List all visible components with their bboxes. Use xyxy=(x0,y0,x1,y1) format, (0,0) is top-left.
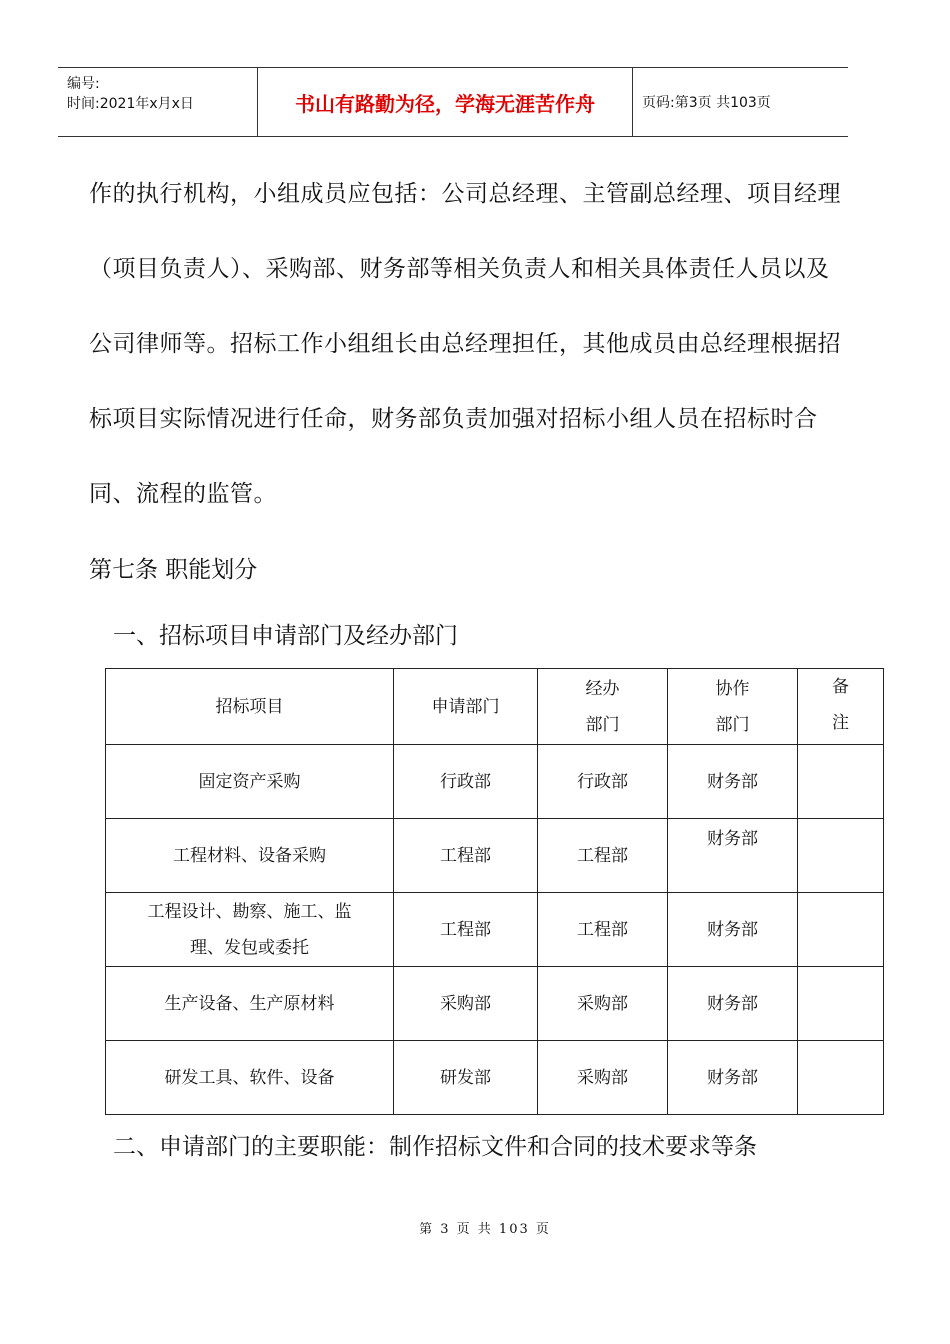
cell-remark xyxy=(798,819,884,893)
cell-project: 工程设计、勘察、施工、监 理、发包或委托 xyxy=(106,893,394,967)
table-row xyxy=(106,967,884,1041)
page-header xyxy=(58,67,848,137)
table-row xyxy=(106,1041,884,1115)
header-project: 招标项目 xyxy=(106,669,394,745)
number-label: 编号: xyxy=(67,76,100,92)
cell-handle: 采购部 xyxy=(538,967,668,1041)
cell-apply: 研发部 xyxy=(394,1041,538,1115)
header-page-label: 页码:第3页 共103页 xyxy=(642,95,771,111)
header-apply-dept: 申请部门 xyxy=(394,669,538,745)
cell-handle: 工程部 xyxy=(538,819,668,893)
body-paragraph: 作的执行机构，小组成员应包括：公司总经理、主管副总经理、项目经理（项目负责人）、采购部、财务部等相关负责人和相关具体责任人员以及公司律师等。招标工作小组组长由总经理担任，其他成员由总经理根据招标项目实际情况进行任命，财务部负责加强对招标小组人员在招标时合同、流程的监管。 xyxy=(89,181,841,507)
section-one-heading: 一、招标项目申请部门及经办部门 xyxy=(113,623,458,649)
cell-apply: 行政部 xyxy=(394,745,538,819)
cell-apply: 采购部 xyxy=(394,967,538,1041)
cell-project: 工程材料、设备采购 xyxy=(106,819,394,893)
cell-handle: 工程部 xyxy=(538,893,668,967)
header-handle-dept: 经办 部门 xyxy=(538,669,668,745)
cell-remark xyxy=(798,745,884,819)
page-footer: 第 3 页 共 103 页 xyxy=(419,1222,551,1237)
cell-assist: 财务部 xyxy=(668,745,798,819)
header-left-cell xyxy=(58,68,258,136)
header-assist-dept: 协作 部门 xyxy=(668,669,798,745)
cell-project: 固定资产采购 xyxy=(106,745,394,819)
cell-assist: 财务部 xyxy=(668,1041,798,1115)
cell-remark xyxy=(798,893,884,967)
cell-remark xyxy=(798,1041,884,1115)
cell-handle: 行政部 xyxy=(538,745,668,819)
cell-project: 生产设备、生产原材料 xyxy=(106,967,394,1041)
header-motto: 书山有路勤为径，学海无涯苦作舟 xyxy=(258,68,633,136)
cell-remark xyxy=(798,967,884,1041)
table-row xyxy=(106,819,884,893)
time-label: 时间:2021年x月x日 xyxy=(67,96,194,112)
cell-assist: 财务部 xyxy=(668,893,798,967)
article-title: 第七条 职能划分 xyxy=(89,557,258,583)
cell-assist: 财务部 xyxy=(668,819,798,893)
header-remark: 备 注 xyxy=(798,669,884,745)
section-two-text: 二、申请部门的主要职能：制作招标文件和合同的技术要求等条 xyxy=(113,1134,757,1160)
table-row xyxy=(106,745,884,819)
cell-assist: 财务部 xyxy=(668,967,798,1041)
cell-project: 研发工具、软件、设备 xyxy=(106,1041,394,1115)
table-header-row xyxy=(106,669,884,745)
table-row xyxy=(106,893,884,967)
cell-apply: 工程部 xyxy=(394,893,538,967)
cell-apply: 工程部 xyxy=(394,819,538,893)
cell-handle: 采购部 xyxy=(538,1041,668,1115)
department-table xyxy=(105,668,884,1115)
